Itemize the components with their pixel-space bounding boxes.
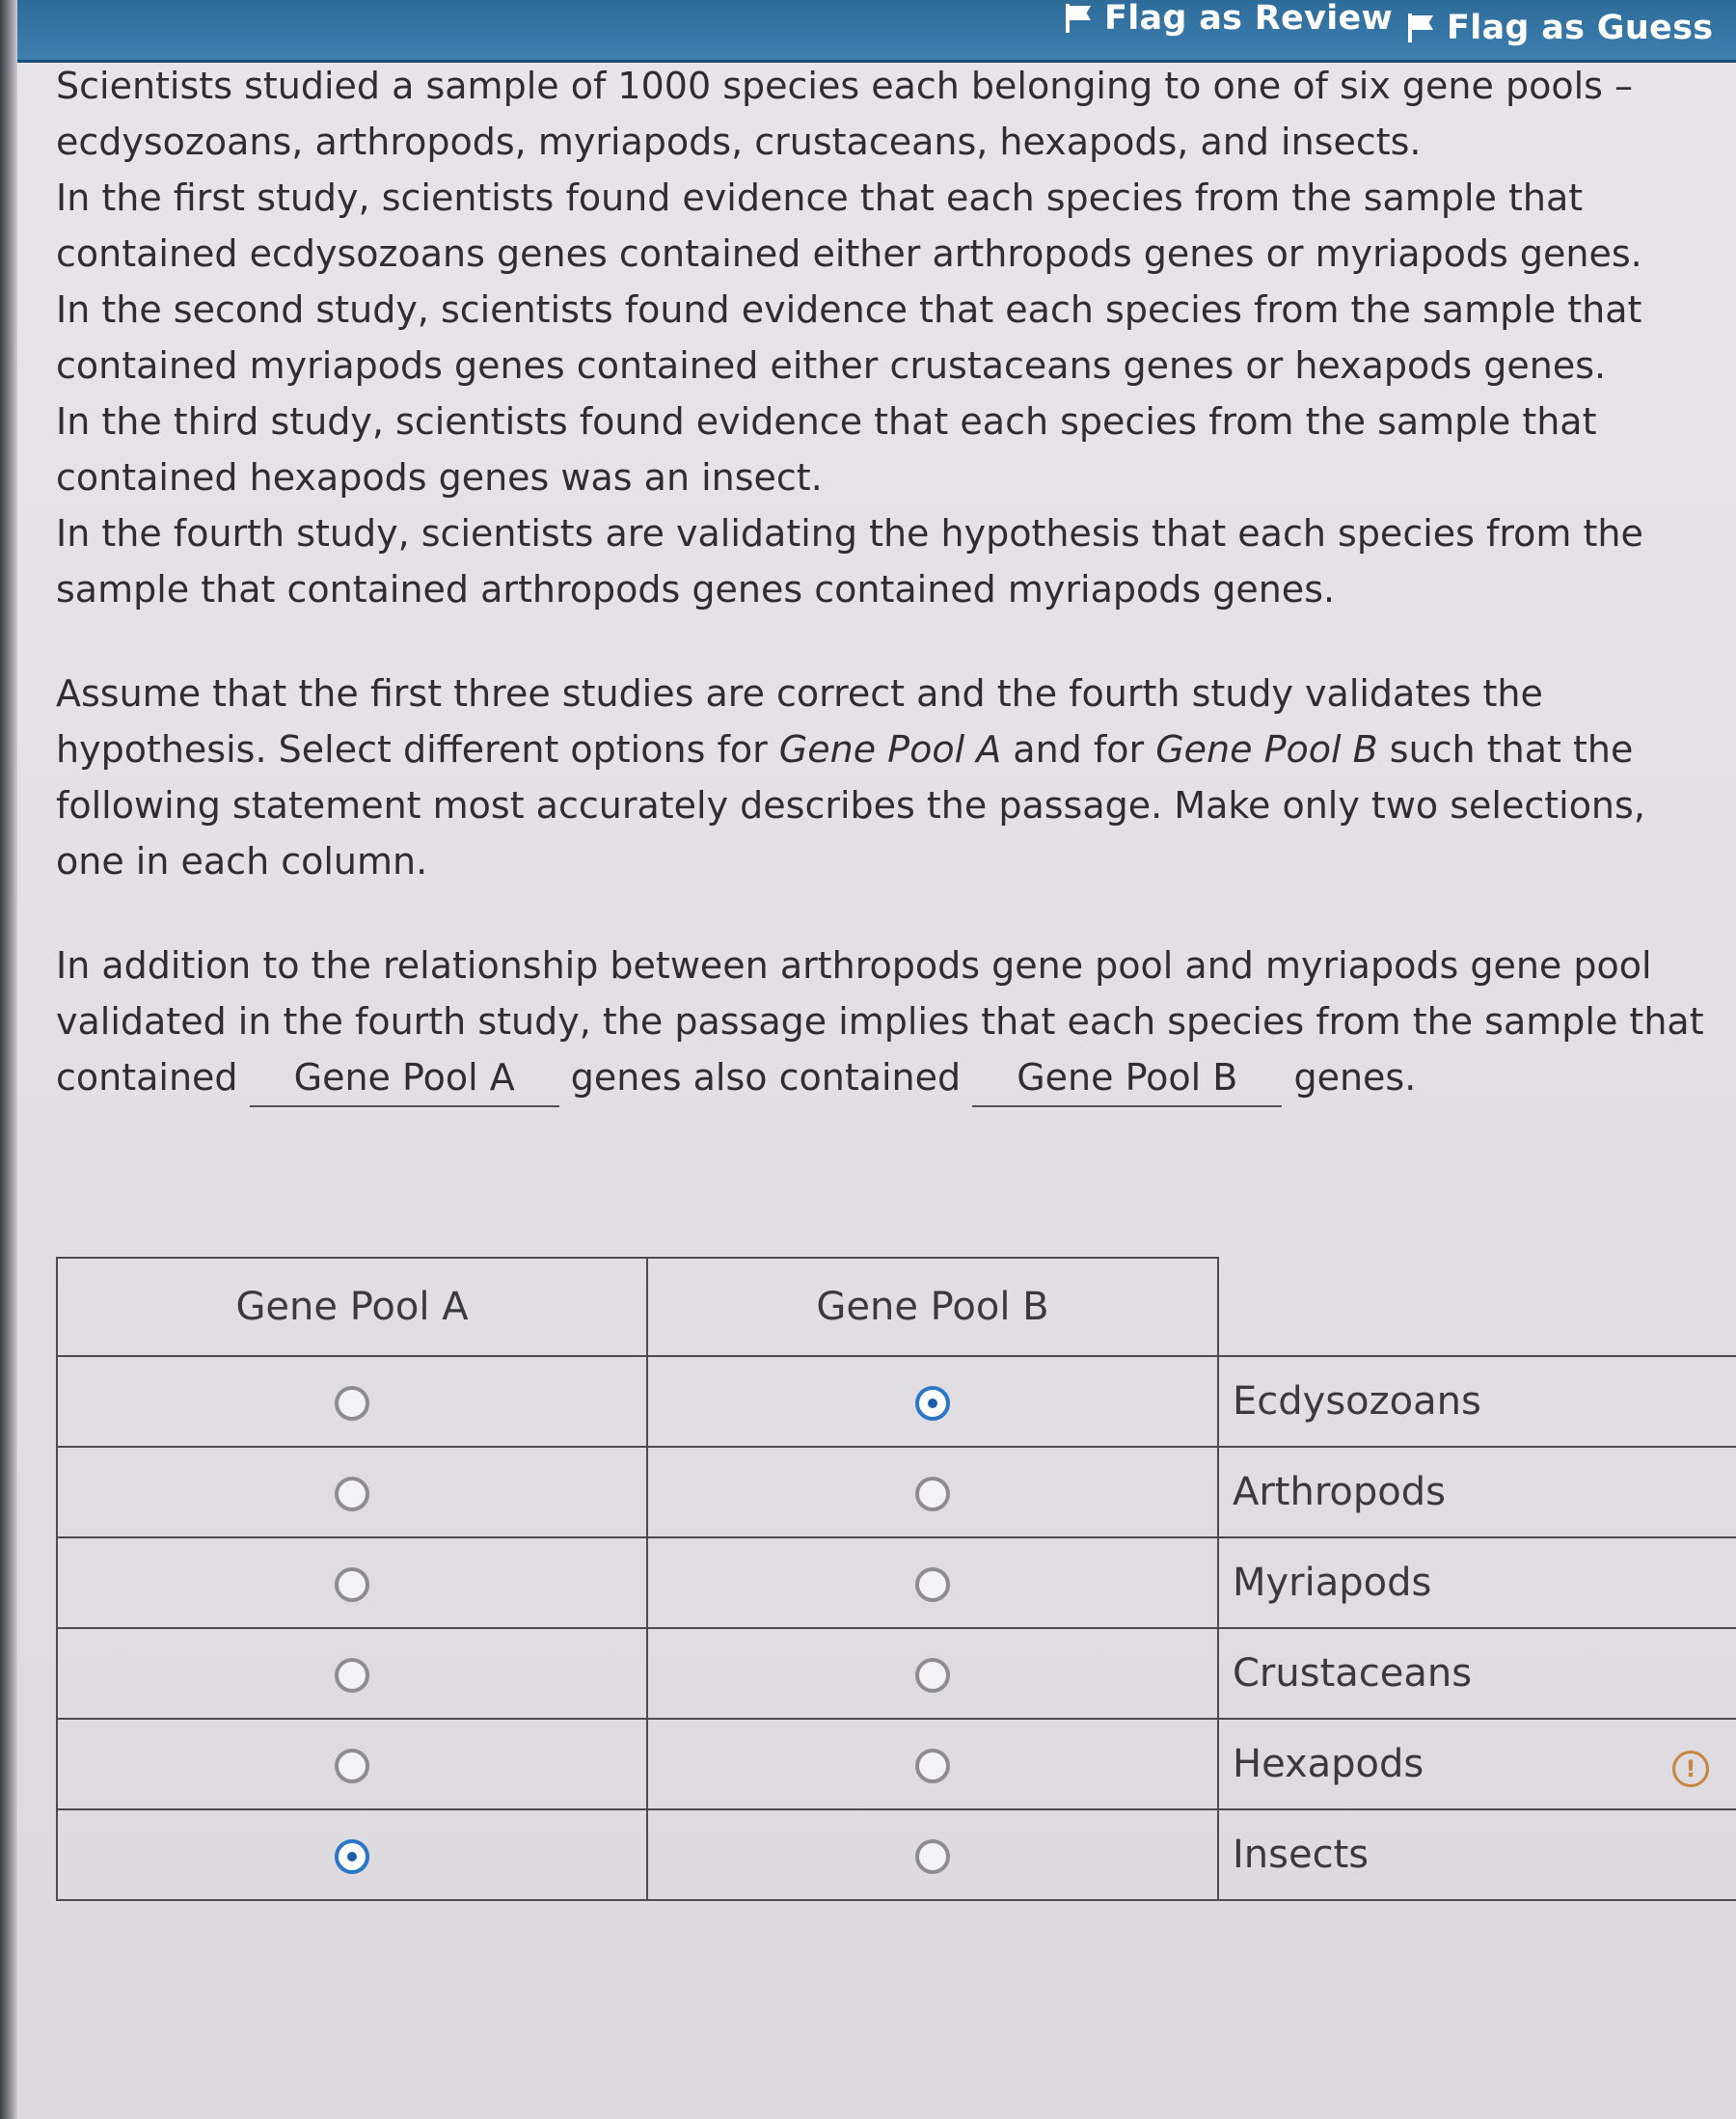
column-header-gene-pool-b: Gene Pool B bbox=[647, 1258, 1218, 1356]
option-label: Insects bbox=[1218, 1809, 1736, 1900]
instructions-line-1: Assume that the first three studies are correct and the fourth study validates the hypothesis. bbox=[56, 672, 1543, 771]
flag-as-guess-label: Flag as Guess bbox=[1447, 9, 1714, 47]
answer-table bbox=[56, 1257, 1736, 1901]
gene-pool-a-radio-crustaceans[interactable] bbox=[335, 1658, 369, 1693]
gene-pool-a-cell bbox=[57, 1628, 647, 1719]
statement-post: genes. bbox=[1282, 1056, 1417, 1099]
gene-pool-b-cell bbox=[647, 1628, 1218, 1719]
gene-pool-b-radio-ecdysozoans[interactable] bbox=[915, 1386, 950, 1421]
blank-gene-pool-b bbox=[972, 1049, 1282, 1107]
answer-row-hexapods bbox=[57, 1719, 1736, 1809]
option-label: Crustaceans bbox=[1218, 1628, 1736, 1719]
gene-pool-a-radio-hexapods[interactable] bbox=[335, 1749, 369, 1783]
bezel-edge bbox=[0, 0, 17, 2119]
blank-gene-pool-a-label: Gene Pool A bbox=[293, 1056, 515, 1099]
option-label: Hexapods bbox=[1218, 1719, 1736, 1809]
gene-pool-a-radio-ecdysozoans[interactable] bbox=[335, 1386, 369, 1421]
answer-row-myriapods bbox=[57, 1537, 1736, 1628]
instructions bbox=[56, 666, 1724, 889]
question-content bbox=[56, 58, 1724, 1107]
answer-row-ecdysozoans bbox=[57, 1356, 1736, 1447]
instructions-gene-pool-b: Gene Pool B bbox=[1155, 728, 1378, 771]
option-label: Ecdysozoans bbox=[1218, 1356, 1736, 1447]
passage-paragraph-4: In the third study, scientists found evidence that each species from the sample that contained hexapods genes was an insect. bbox=[56, 400, 1597, 499]
answer-table-header-row bbox=[57, 1258, 1736, 1356]
gene-pool-a-cell bbox=[57, 1719, 647, 1809]
statement-mid: genes also contained bbox=[558, 1056, 973, 1099]
flag-icon bbox=[1064, 4, 1093, 33]
flag-icon bbox=[1406, 14, 1435, 42]
passage-paragraph-3: In the second study, scientists found evidence that each species from the sample that contained myriapods genes contained either crustaceans genes or hexapods genes. bbox=[56, 288, 1642, 387]
instructions-line-2-mid: and for bbox=[1001, 728, 1156, 771]
flag-as-guess-button[interactable] bbox=[1406, 4, 1713, 52]
blank-gene-pool-a bbox=[250, 1049, 559, 1107]
gene-pool-a-radio-myriapods[interactable] bbox=[335, 1567, 369, 1602]
answer-row-arthropods bbox=[57, 1447, 1736, 1537]
gene-pool-a-cell bbox=[57, 1809, 647, 1900]
gene-pool-b-radio-myriapods[interactable] bbox=[915, 1567, 950, 1602]
passage-paragraph-2: In the first study, scientists found evidence that each species from the sample that contained ecdysozoans genes contained either arthropods genes or myriapods genes. bbox=[56, 177, 1642, 275]
gene-pool-b-cell bbox=[647, 1537, 1218, 1628]
gene-pool-b-cell bbox=[647, 1447, 1218, 1537]
gene-pool-b-cell bbox=[647, 1809, 1218, 1900]
gene-pool-b-radio-insects[interactable] bbox=[915, 1839, 950, 1874]
passage-paragraph-5: In the fourth study, scientists are validating the hypothesis that each species from the sample that contained arthropods genes contained myriapods genes. bbox=[56, 512, 1643, 611]
gene-pool-a-radio-arthropods[interactable] bbox=[335, 1477, 369, 1511]
gene-pool-b-cell bbox=[647, 1719, 1218, 1809]
flag-as-review-button[interactable] bbox=[1064, 0, 1393, 42]
instructions-line-2-pre: Select different options for bbox=[278, 728, 779, 771]
column-header-options bbox=[1218, 1258, 1736, 1356]
flag-as-review-label: Flag as Review bbox=[1104, 0, 1394, 38]
option-label: Arthropods bbox=[1218, 1447, 1736, 1537]
passage-paragraph-1: Scientists studied a sample of 1000 species each belonging to one of six gene pools – ecdysozoans, arthropods, myriapods, crustaceans, hexapods, and insects. bbox=[56, 65, 1634, 163]
gene-pool-b-radio-hexapods[interactable] bbox=[915, 1749, 950, 1783]
gene-pool-a-radio-insects[interactable] bbox=[335, 1839, 369, 1874]
gene-pool-a-cell bbox=[57, 1356, 647, 1447]
gene-pool-a-cell bbox=[57, 1447, 647, 1537]
instructions-gene-pool-a: Gene Pool A bbox=[778, 728, 1002, 771]
answer-row-insects bbox=[57, 1809, 1736, 1900]
statement-pre: In addition to the relationship between arthropods gene pool and myriapods gene pool validated in the fourth study, the passage implies that each species from the sample that contained bbox=[56, 944, 1704, 1099]
instructions-line-2-post: such that the following statement most accurately describes the passage. Make only two selections, one in each column. bbox=[56, 728, 1645, 883]
gene-pool-b-radio-crustaceans[interactable] bbox=[915, 1658, 950, 1693]
answer-row-crustaceans bbox=[57, 1628, 1736, 1719]
exclamation-circle-icon[interactable]: ! bbox=[1672, 1751, 1709, 1787]
header-bar bbox=[17, 0, 1736, 63]
statement bbox=[56, 937, 1724, 1107]
answer-table-body bbox=[57, 1356, 1736, 1900]
blank-gene-pool-b-label: Gene Pool B bbox=[1017, 1056, 1238, 1099]
option-label: Myriapods bbox=[1218, 1537, 1736, 1628]
gene-pool-b-cell bbox=[647, 1356, 1218, 1447]
column-header-gene-pool-a: Gene Pool A bbox=[57, 1258, 647, 1356]
gene-pool-b-radio-arthropods[interactable] bbox=[915, 1477, 950, 1511]
gene-pool-a-cell bbox=[57, 1537, 647, 1628]
